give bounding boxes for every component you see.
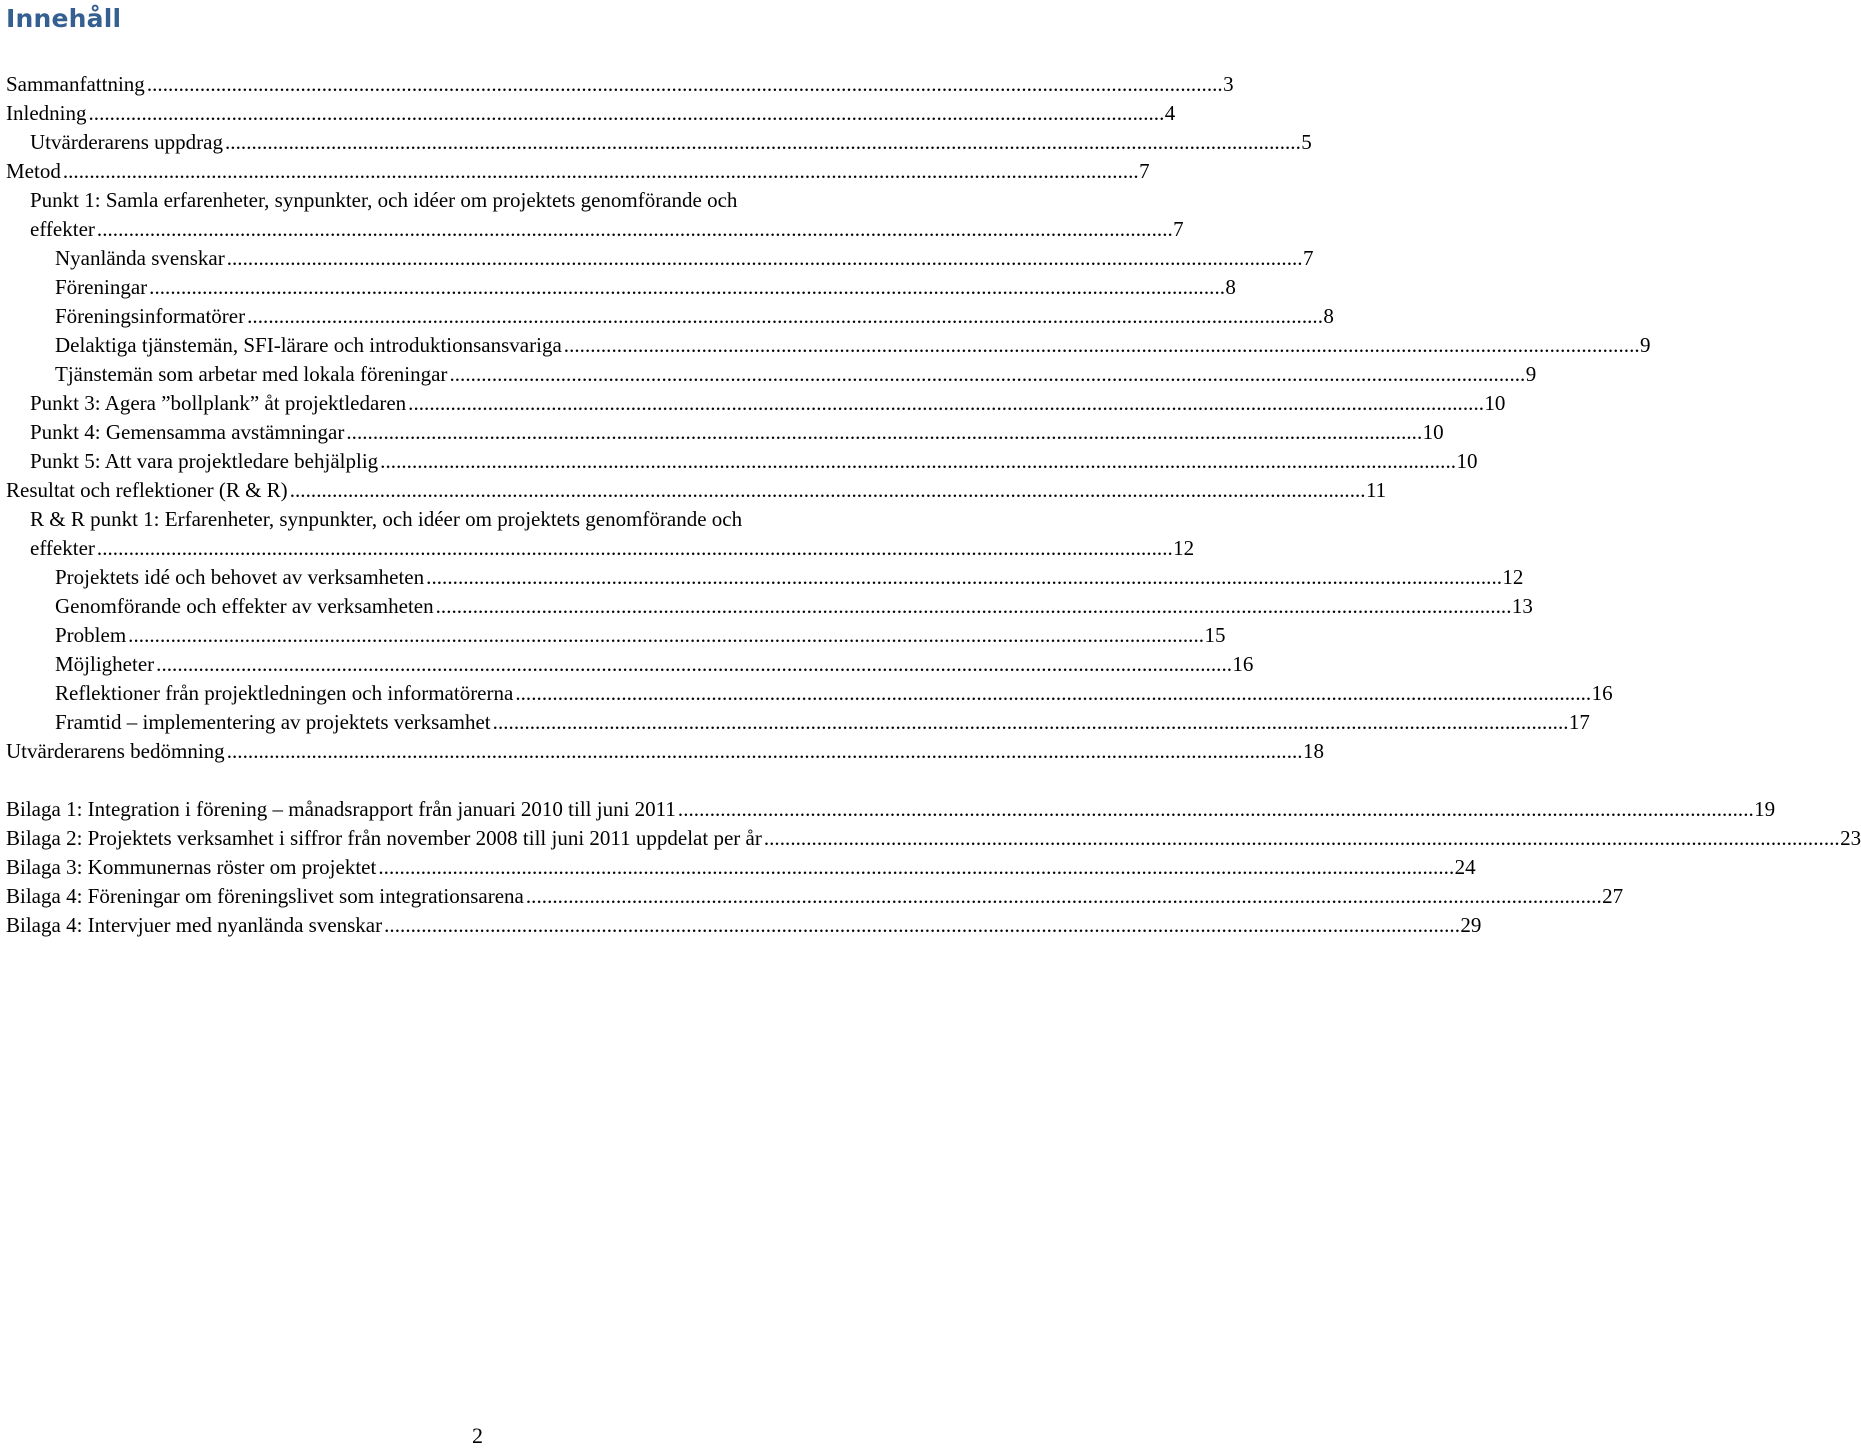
toc-entry-page: 10 xyxy=(1456,449,1478,473)
toc-leader-dots xyxy=(95,534,1170,563)
toc-leader-dots xyxy=(225,737,1300,766)
toc-entry-utvarderarens-bedomning[interactable] xyxy=(6,737,1324,766)
toc-leader-dots xyxy=(61,157,1136,186)
toc-entry-label: Föreningar xyxy=(55,275,148,299)
page-number: 2 xyxy=(472,1423,483,1448)
toc-entry-label: Projektets idé och behovet av verksamheten xyxy=(55,565,425,589)
toc-leader-dots xyxy=(288,476,1363,505)
toc-entry-punkt-3[interactable] xyxy=(30,389,1506,418)
toc-leader-dots xyxy=(382,911,1457,940)
toc-entry-delaktiga-tjansteman[interactable] xyxy=(55,331,1651,360)
toc-leader-dots xyxy=(154,650,1229,679)
toc-leader-dots xyxy=(434,592,1509,621)
toc-entry-page: 9 xyxy=(1525,362,1537,386)
toc-entry-rr-punkt-1[interactable] xyxy=(30,534,1195,563)
toc-leader-dots xyxy=(513,679,1588,708)
toc-entry-page: 12 xyxy=(1502,565,1524,589)
toc-entry-foreningsinformatorer[interactable] xyxy=(55,302,1334,331)
toc-entry-bilaga-1[interactable] xyxy=(6,795,1776,824)
toc-entry-page: 11 xyxy=(1365,478,1387,502)
toc-entry-page: 3 xyxy=(1223,72,1234,96)
toc-entry-label: Punkt 4: Gemensamma avstämningar xyxy=(30,420,345,444)
toc-leader-dots xyxy=(147,273,1222,302)
toc-entry-resultat-och-reflektioner[interactable] xyxy=(6,476,1387,505)
toc-leader-dots xyxy=(126,621,1201,650)
toc-entry-page: 4 xyxy=(1164,101,1176,125)
toc-entry-label: Bilaga 4: Intervjuer med nyanlända svenskar xyxy=(6,913,383,937)
toc-entry-label: Metod xyxy=(6,159,61,183)
toc-entry-label: effekter xyxy=(30,536,95,560)
toc-entry-bilaga-2[interactable] xyxy=(6,824,1861,853)
toc-entry-page: 7 xyxy=(1173,217,1184,241)
toc-leader-dots xyxy=(378,447,1453,476)
toc-entry-page: 8 xyxy=(1323,304,1334,328)
toc-entry-punkt-1-line1[interactable]: Punkt 1: Samla erfarenheter, synpunkter, och idéer om projektets genomförande och xyxy=(30,188,738,212)
toc-entry-label: Möjligheter xyxy=(55,652,155,676)
toc-entry-page: 24 xyxy=(1454,855,1476,879)
toc-entry-page: 16 xyxy=(1591,681,1613,705)
toc-entry-label: Nyanlända svenskar xyxy=(55,246,225,270)
toc-entry-page: 16 xyxy=(1232,652,1254,676)
toc-entry-label: Punkt 3: Agera ”bollplank” åt projektledaren xyxy=(30,391,407,415)
toc-leader-dots xyxy=(447,360,1522,389)
toc-entry-page: 27 xyxy=(1602,884,1624,908)
toc-entry-label: Problem xyxy=(55,623,127,647)
toc-entry-page: 7 xyxy=(1302,246,1314,270)
toc-entry-label: Tjänstemän som arbetar med lokala föreningar xyxy=(55,362,448,386)
toc-entry-label: Delaktiga tjänstemän, SFI-lärare och introduktionsansvariga xyxy=(55,333,562,357)
toc-leader-dots xyxy=(562,331,1637,360)
toc-entry-label: effekter xyxy=(30,217,95,241)
toc-leader-dots xyxy=(223,128,1298,157)
toc-entry-punkt-5[interactable] xyxy=(30,447,1478,476)
toc-entry-reflektioner-projektledningen[interactable] xyxy=(55,679,1613,708)
toc-entry-rr-punkt-1-line1[interactable]: R & R punkt 1: Erfarenheter, synpunkter, och idéer om projektets genomförande och xyxy=(30,507,743,531)
toc-entry-page: 19 xyxy=(1754,797,1776,821)
toc-entry-page: 18 xyxy=(1302,739,1324,763)
toc-leader-dots xyxy=(524,882,1599,911)
toc-entry-page: 15 xyxy=(1204,623,1226,647)
toc-entry-tjanstemon-lokala-foreningar[interactable] xyxy=(55,360,1537,389)
toc-entry-nyanlanda-svenskar[interactable] xyxy=(55,244,1314,273)
toc-leader-dots xyxy=(225,244,1300,273)
toc-entry-label: Genomförande och effekter av verksamheten xyxy=(55,594,434,618)
toc-leader-dots xyxy=(762,824,1837,853)
toc-entry-page: 5 xyxy=(1301,130,1312,154)
toc-entry-label: Bilaga 1: Integration i förening – månadsrapport från januari 2010 till juni 2011 xyxy=(6,797,676,821)
toc-leader-dots xyxy=(344,418,1419,447)
toc-entry-page: 23 xyxy=(1840,826,1861,850)
toc-entry-genomforande-och-effekter[interactable] xyxy=(55,592,1533,621)
toc-entry-page: 17 xyxy=(1568,710,1590,734)
toc-entry-label: Punkt 5: Att vara projektledare behjälplig xyxy=(30,449,379,473)
toc-leader-dots xyxy=(406,389,1481,418)
toc-leader-dots xyxy=(86,99,1161,128)
toc-entry-page: 29 xyxy=(1460,913,1482,937)
toc-entry-page: 10 xyxy=(1422,420,1444,444)
toc-entry-page: 13 xyxy=(1511,594,1533,618)
toc-entry-bilaga-4-foreningar[interactable] xyxy=(6,882,1624,911)
toc-entry-label: Inledning xyxy=(6,101,87,125)
toc-entry-mojligheter[interactable] xyxy=(55,650,1254,679)
toc-entry-punkt-1[interactable] xyxy=(30,215,1184,244)
toc-leader-dots xyxy=(245,302,1320,331)
toc-entry-problem[interactable] xyxy=(55,621,1226,650)
toc-entry-metod[interactable] xyxy=(6,157,1150,186)
toc-entry-foreningar[interactable] xyxy=(55,273,1236,302)
toc-leader-dots xyxy=(95,215,1170,244)
toc-entry-framtid[interactable] xyxy=(55,708,1590,737)
toc-entry-punkt-4[interactable] xyxy=(30,418,1444,447)
toc-entry-page: 9 xyxy=(1640,333,1651,357)
toc-leader-dots xyxy=(424,563,1499,592)
toc-entry-label: Bilaga 4: Föreningar om föreningslivet som integrationsarena xyxy=(6,884,524,908)
toc-entry-label: Bilaga 2: Projektets verksamhet i siffror från november 2008 till juni 2011 uppdelat per år xyxy=(6,826,762,850)
toc-entry-utvarderarens-uppdrag[interactable] xyxy=(30,128,1312,157)
toc-entry-label: Resultat och reflektioner (R & R) xyxy=(6,478,288,502)
toc-entry-bilaga-4-intervjuer[interactable] xyxy=(6,911,1482,940)
toc-entry-projektets-ide[interactable] xyxy=(55,563,1524,592)
toc-heading: Innehåll xyxy=(6,4,122,33)
toc-entry-label: Utvärderarens bedömning xyxy=(6,739,225,763)
toc-leader-dots xyxy=(491,708,1566,737)
toc-entry-bilaga-3[interactable] xyxy=(6,853,1476,882)
toc-entry-label: Framtid – implementering av projektets verksamhet xyxy=(55,710,491,734)
toc-entry-inledning[interactable] xyxy=(6,99,1176,128)
toc-entry-sammanfattning[interactable] xyxy=(6,70,1234,99)
toc-entry-label: Föreningsinformatörer xyxy=(55,304,246,328)
toc-leader-dots xyxy=(376,853,1451,882)
toc-entry-label: Bilaga 3: Kommunernas röster om projektet xyxy=(6,855,377,879)
toc-entry-page: 12 xyxy=(1173,536,1195,560)
toc-entry-label: Sammanfattning xyxy=(6,72,145,96)
toc-leader-dots xyxy=(676,795,1751,824)
toc-leader-dots xyxy=(145,70,1220,99)
toc-entry-page: 10 xyxy=(1484,391,1506,415)
toc-entry-label: Reflektioner från projektledningen och informatörerna xyxy=(55,681,514,705)
toc-entry-label: Utvärderarens uppdrag xyxy=(30,130,223,154)
toc-entry-page: 8 xyxy=(1225,275,1236,299)
toc-entry-page: 7 xyxy=(1139,159,1150,183)
